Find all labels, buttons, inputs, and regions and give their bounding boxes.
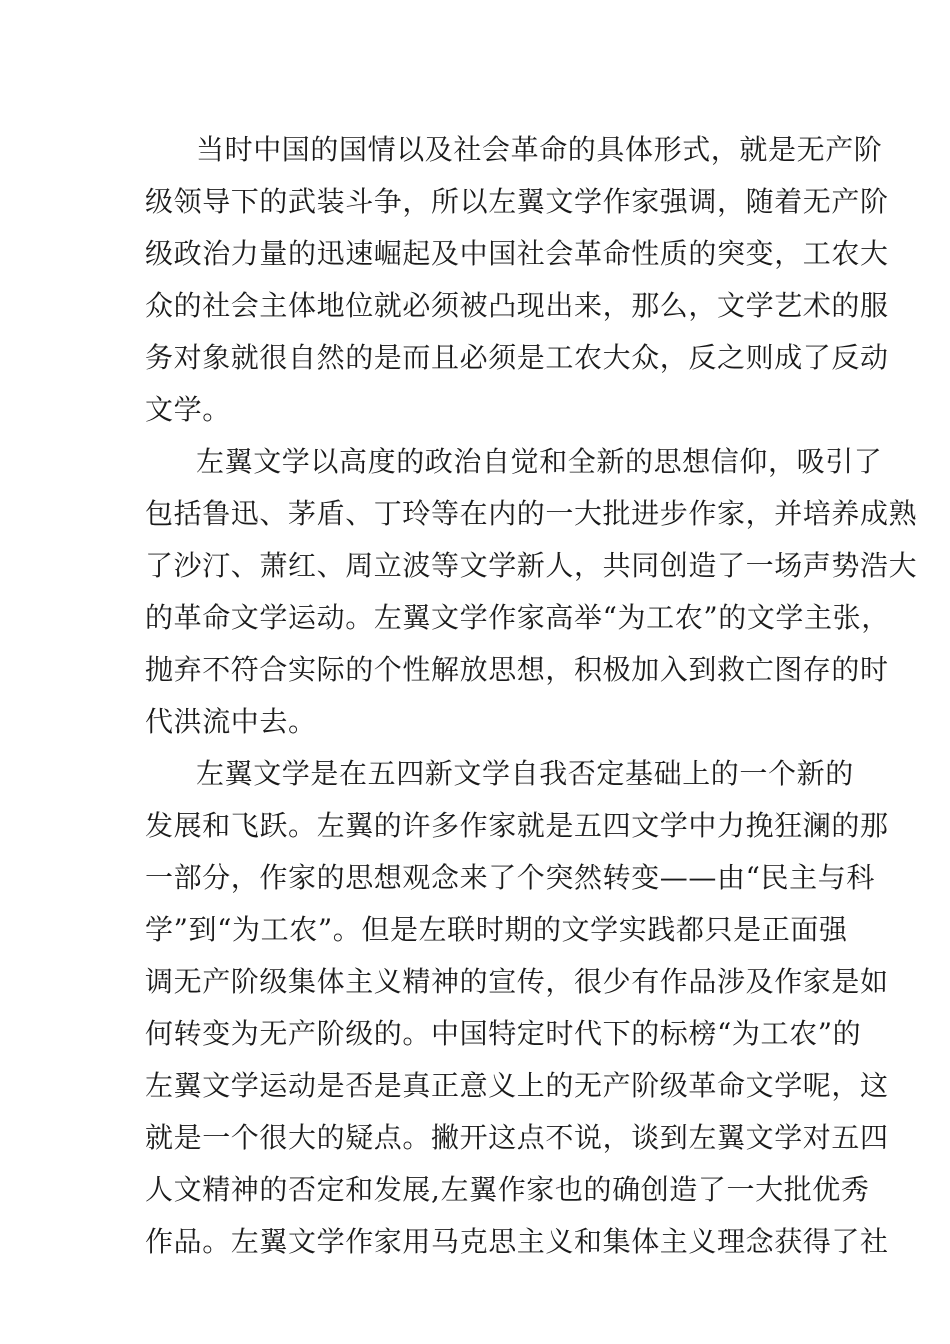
paragraph-2-line-4: 的革命文学运动。左翼文学作家高举“为工农”的文学主张，: [145, 601, 890, 634]
paragraph-3-line-7: 左翼文学运动是否是真正意义上的无产阶级革命文学呢，这: [145, 1069, 889, 1102]
paragraph-3-line-3: 一部分，作家的思想观念来了个突然转变——由“民主与科: [145, 861, 875, 894]
paragraph-3-line-6: 何转变为无产阶级的。中国特定时代下的标榜“为工农”的: [145, 1017, 862, 1050]
paragraph-2-line-2: 包括鲁迅、茅盾、丁玲等在内的一大批进步作家，并培养成熟: [145, 497, 918, 530]
paragraph-1-line-3: 级政治力量的迅速崛起及中国社会革命性质的突变，工农大: [145, 237, 889, 270]
paragraph-2-line-1: 左翼文学以高度的政治自觉和全新的思想信仰，吸引了: [196, 445, 883, 478]
paragraph-3-line-1: 左翼文学是在五四新文学自我否定基础上的一个新的: [196, 757, 854, 790]
paragraph-1-line-2: 级领导下的武装斗争，所以左翼文学作家强调，随着无产阶: [145, 185, 889, 218]
paragraph-1-line-4: 众的社会主体地位就必须被凸现出来，那么，文学艺术的服: [145, 289, 889, 322]
paragraph-3-line-8: 就是一个很大的疑点。撇开这点不说，谈到左翼文学对五四: [145, 1121, 889, 1154]
paragraph-1-line-5: 务对象就很自然的是而且必须是工农大众，反之则成了反动: [145, 341, 889, 374]
paragraph-3-line-9: 人文精神的否定和发展,左翼作家也的确创造了一大批优秀: [145, 1173, 870, 1206]
paragraph-1-line-1: 当时中国的国情以及社会革命的具体形式，就是无产阶: [196, 133, 883, 166]
paragraph-3-line-4: 学”到“为工农”。但是左联时期的文学实践都只是正面强: [145, 913, 848, 946]
paragraph-3-line-5: 调无产阶级集体主义精神的宣传，很少有作品涉及作家是如: [145, 965, 889, 998]
paragraph-2-line-5: 抛弃不符合实际的个性解放思想，积极加入到救亡图存的时: [145, 653, 889, 686]
paragraph-3-line-10: 作品。左翼文学作家用马克思主义和集体主义理念获得了社: [145, 1225, 889, 1258]
paragraph-1-line-6: 文学。: [145, 393, 231, 426]
paragraph-2-line-3: 了沙汀、萧红、周立波等文学新人，共同创造了一场声势浩大: [145, 549, 918, 582]
paragraph-3-line-2: 发展和飞跃。左翼的许多作家就是五四文学中力挽狂澜的那: [145, 809, 889, 842]
paragraph-2-line-6: 代洪流中去。: [145, 705, 317, 738]
